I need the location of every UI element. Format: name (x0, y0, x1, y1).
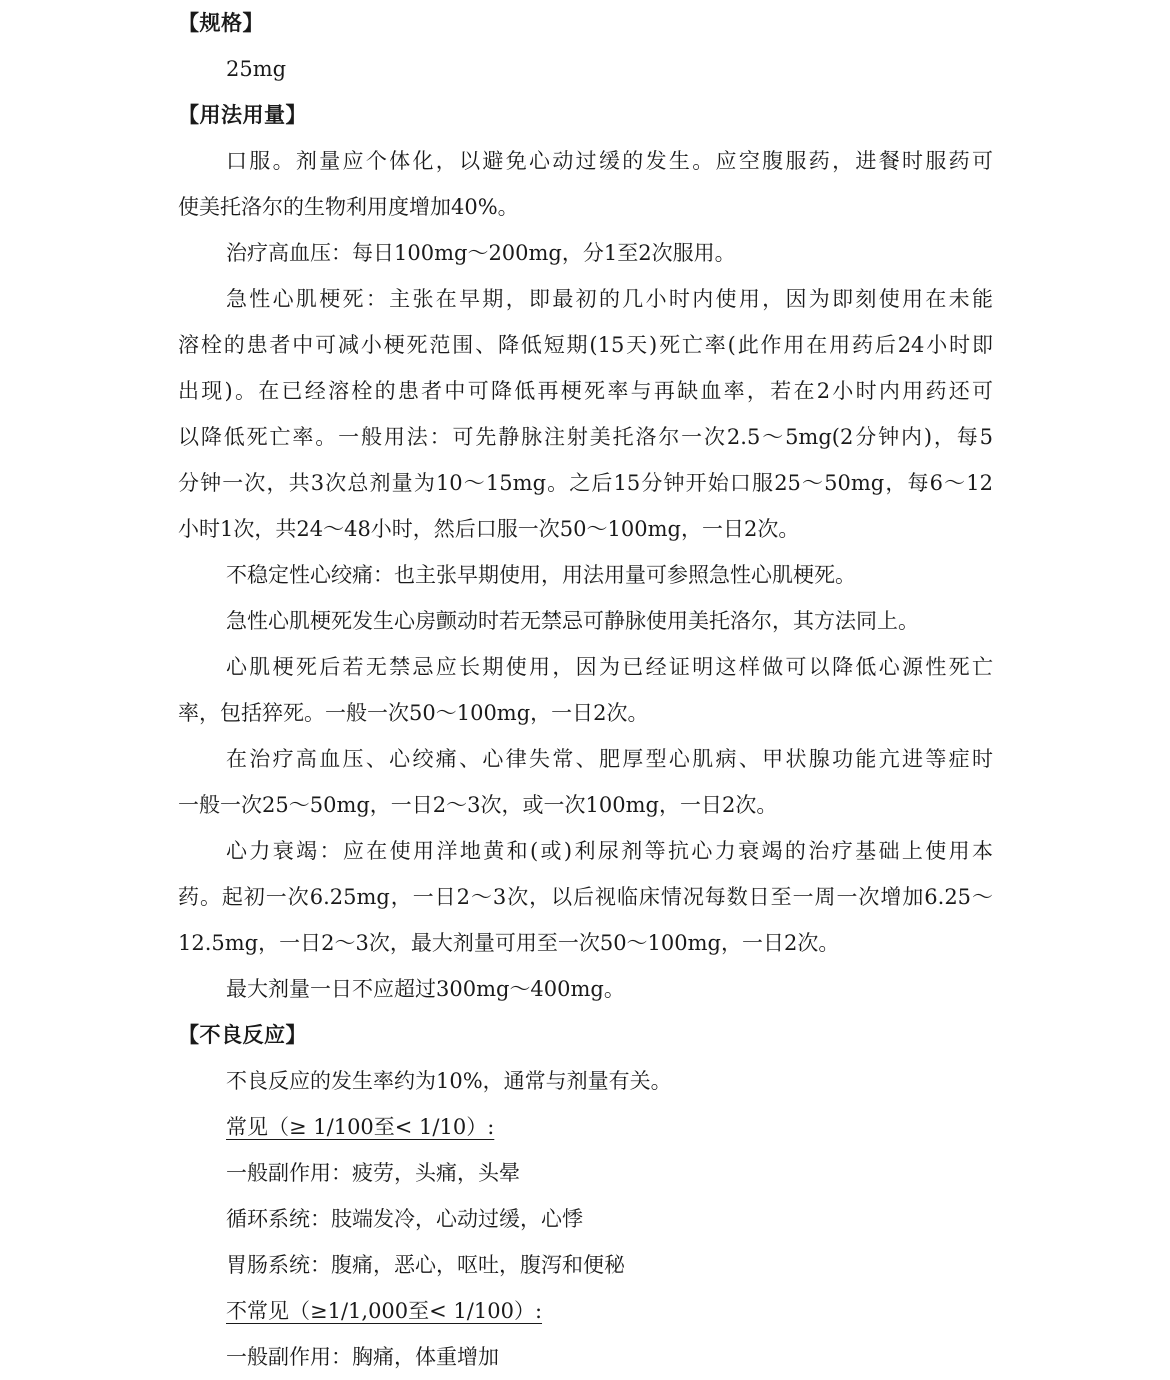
adverse-line: 不良反应的发生率约为10%，通常与剂量有关。 (226, 1069, 672, 1093)
usage-paragraph-line: 最大剂量一日不应超过300mg～400mg。 (226, 977, 625, 1001)
usage-paragraph-line: 急性心肌梗死：主张在早期，即最初的几小时内使用，因为即刻使用在未能 (226, 287, 993, 311)
adverse-line: 一般副作用：疲劳，头痛，头晕 (226, 1161, 520, 1185)
usage-paragraph-line: 急性心肌梗死发生心房颤动时若无禁忌可静脉使用美托洛尔，其方法同上。 (226, 609, 919, 633)
usage-paragraph-line: 一般一次25～50mg，一日2～3次，或一次100mg，一日2次。 (178, 793, 778, 817)
adverse-line: 循环系统：肢端发冷，心动过缓，心悸 (226, 1207, 583, 1231)
usage-paragraph-line: 使美托洛尔的生物利用度增加40%。 (178, 195, 519, 219)
section-heading-adverse: 【不良反应】 (178, 1022, 307, 1047)
usage-paragraph-line: 12.5mg，一日2～3次，最大剂量可用至一次50～100mg，一日2次。 (178, 931, 840, 955)
spec-value: 25mg (226, 57, 287, 81)
usage-paragraph-line: 小时1次，共24～48小时，然后口服一次50～100mg，一日2次。 (178, 517, 800, 541)
section-heading-usage: 【用法用量】 (178, 102, 307, 127)
usage-paragraph-line: 药。起初一次6.25mg，一日2～3次，以后视临床情况每数日至一周一次增加6.25～ (178, 885, 993, 909)
usage-paragraph-line: 分钟一次，共3次总剂量为10～15mg。之后15分钟开始口服25～50mg，每6～12 (178, 471, 993, 495)
usage-paragraph-line: 心肌梗死后若无禁忌应长期使用，因为已经证明这样做可以降低心源性死亡 (226, 655, 993, 679)
adverse-line: 胃肠系统：腹痛，恶心，呕吐，腹泻和便秘 (226, 1253, 625, 1277)
usage-paragraph-line: 在治疗高血压、心绞痛、心律失常、肥厚型心肌病、甲状腺功能亢进等症时 (226, 747, 993, 771)
usage-paragraph-line: 不稳定性心绞痛：也主张早期使用，用法用量可参照急性心肌梗死。 (226, 563, 856, 587)
usage-paragraph-line: 出现)。在已经溶栓的患者中可降低再梗死率与再缺血率，若在2小时内用药还可 (178, 379, 993, 403)
section-heading-spec: 【规格】 (178, 10, 264, 35)
adverse-frequency-common (178, 1104, 993, 1150)
adverse-frequency-uncommon (178, 1288, 993, 1334)
usage-paragraph-line: 治疗高血压：每日100mg～200mg，分1至2次服用。 (226, 241, 736, 265)
drug-insert-page (178, 0, 993, 1380)
adverse-line: 一般副作用：胸痛，体重增加 (226, 1345, 499, 1369)
usage-paragraph-line: 溶栓的患者中可减小梗死范围、降低短期(15天)死亡率(此作用在用药后24小时即 (178, 333, 993, 357)
usage-paragraph-line: 口服。剂量应个体化，以避免心动过缓的发生。应空腹服药，进餐时服药可 (226, 149, 993, 173)
adverse-frequency-label: 常见（≥ 1/100至< 1/10）: (226, 1115, 495, 1139)
usage-paragraph-line: 率，包括猝死。一般一次50～100mg，一日2次。 (178, 701, 649, 725)
usage-paragraph-line: 以降低死亡率。一般用法：可先静脉注射美托洛尔一次2.5～5mg(2分钟内)，每5 (178, 425, 993, 449)
adverse-frequency-label: 不常见（≥1/1,000至< 1/100）: (226, 1299, 543, 1323)
usage-paragraph-line: 心力衰竭：应在使用洋地黄和(或)利尿剂等抗心力衰竭的治疗基础上使用本 (226, 839, 993, 863)
